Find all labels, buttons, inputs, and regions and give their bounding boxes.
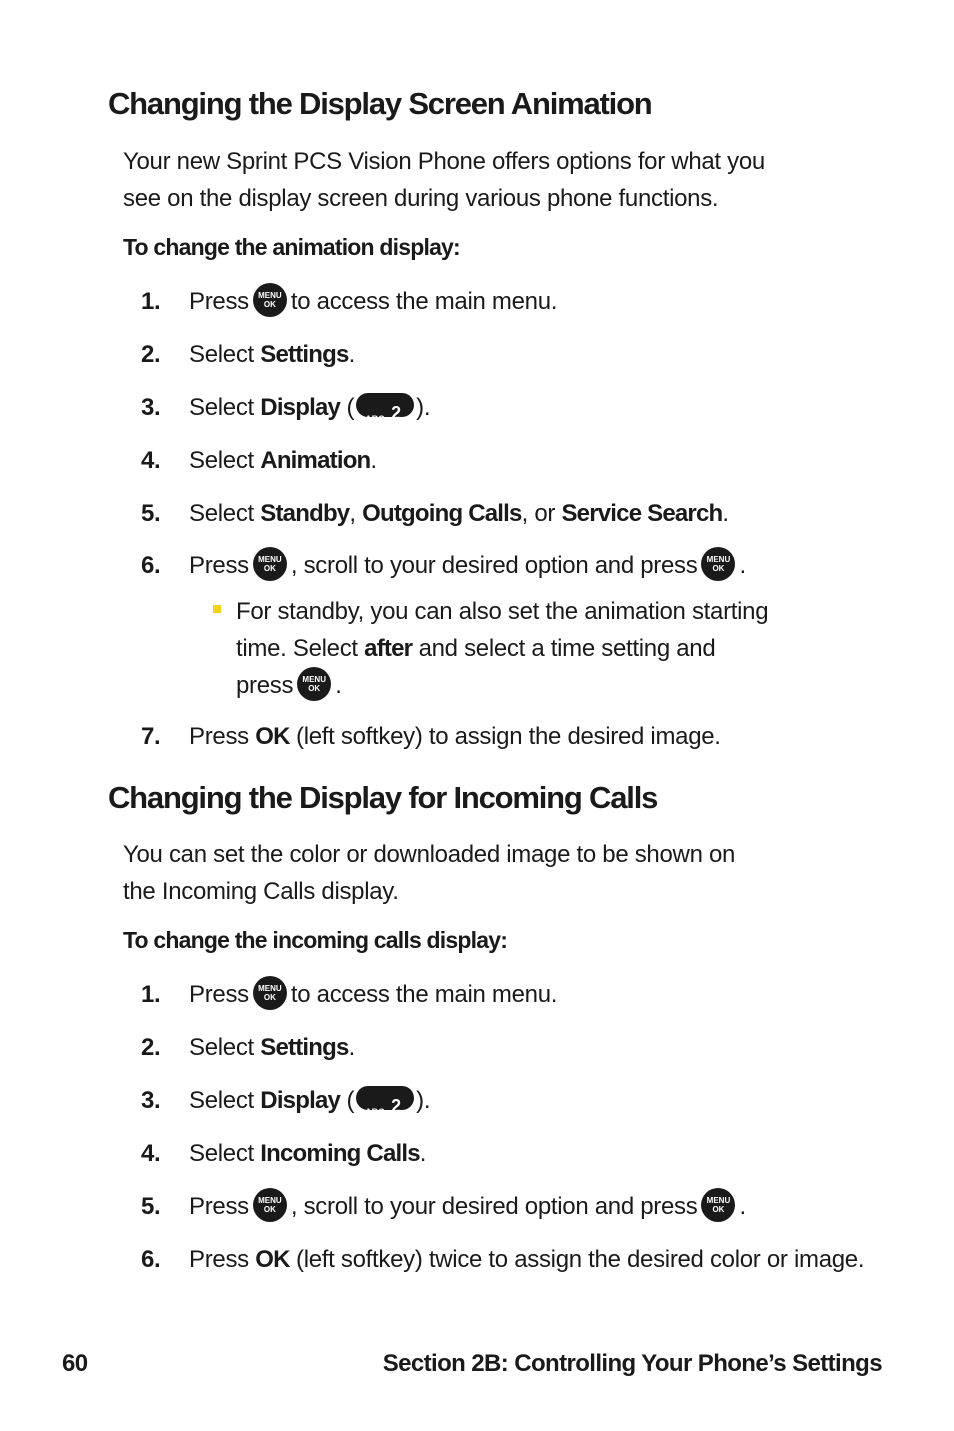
section2-title: Changing the Display for Incoming Calls <box>108 780 658 815</box>
page-number: 60 <box>62 1350 88 1377</box>
section2-intro: You can set the color or downloaded image to be shown on the Incoming Calls display. <box>123 841 736 905</box>
menu-ok-key-icon: MENU OK <box>253 283 287 317</box>
section1-procedure-heading: To change the animation display: <box>123 234 460 260</box>
footer-section-title: Section 2B: Controlling Your Phone’s Settings <box>382 1350 882 1377</box>
menu-ok-key-icon: MENU OK <box>253 1188 287 1222</box>
bullet-square-icon <box>213 605 221 613</box>
section2-procedure-heading: To change the incoming calls display: <box>123 927 508 953</box>
menu-ok-key-icon: MENU OK <box>701 547 735 581</box>
section1-intro: Your new Sprint PCS Vision Phone offers options for what you see on the display screen during various phone functions. <box>123 148 765 212</box>
menu-ok-key-icon: MENU OK <box>297 667 331 701</box>
abc-2-key-icon: ABC 2 <box>356 393 414 417</box>
menu-ok-key-icon: MENU OK <box>701 1188 735 1222</box>
section1-title: Changing the Display Screen Animation <box>108 86 652 121</box>
menu-ok-key-icon: MENU OK <box>253 547 287 581</box>
abc-2-key-icon: ABC 2 <box>356 1086 414 1110</box>
menu-ok-key-icon: MENU OK <box>253 976 287 1010</box>
